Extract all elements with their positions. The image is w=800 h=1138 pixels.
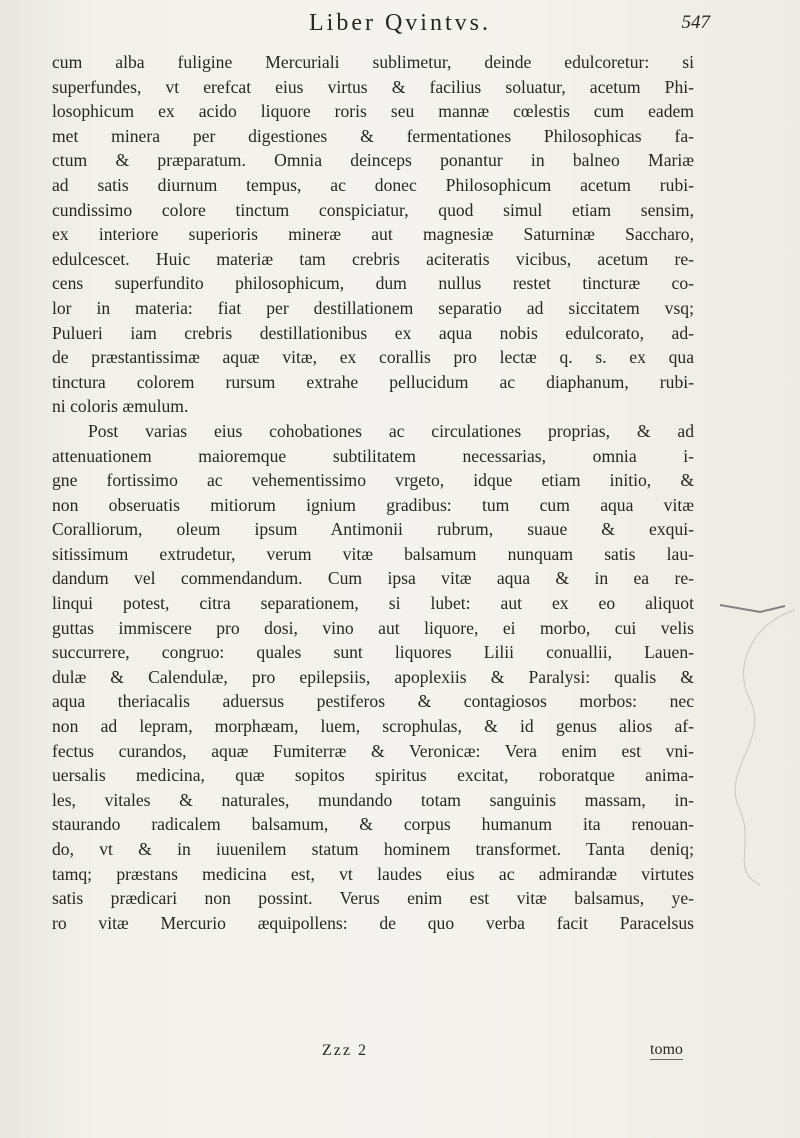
text-line: sitissimum extrudetur, verum vitæ balsamum nunquam satis lau- [52, 543, 694, 564]
text-line: attenuationem maioremque subtilitatem necessarias, omnia i- [52, 445, 694, 466]
text-line: ro vitæ Mercurio æquipollens: de quo verba facit Paracelsus [52, 912, 694, 933]
catchword: tomo [650, 1041, 683, 1058]
text-line: dulæ & Calendulæ, pro epilepsiis, apoplexiis & Paralysi: qualis & [52, 666, 694, 687]
footer-line [0, 1042, 800, 1068]
text-line: edulcescet. Huic materiæ tam crebris aciteratis vicibus, acetum re- [52, 248, 694, 269]
text-line: ctum & præparatum. Omnia deinceps ponantur in balneo Mariæ [52, 150, 694, 171]
text-line: superfundes, vt erefcat eius virtus & facilius soluatur, acetum Phi- [52, 76, 694, 97]
text-line: succurrere, congruo: quales sunt liquores Lilii conuallii, Lauen- [52, 642, 694, 663]
text-line: met minera per digestiones & fermentationes Philosophicas fa- [52, 125, 694, 146]
text-line: fectus curandos, aquæ Fumiterræ & Veronicæ: Vera enim est vni- [52, 740, 694, 761]
text-line: de præstantissimæ aquæ vitæ, ex corallis pro lectæ q. s. ex qua [52, 347, 694, 368]
text-line: uersalis medicina, quæ sopitos spiritus excitat, roboratque anima- [52, 765, 694, 786]
text-line: do, vt & in iuuenilem statum hominem transformet. Tanta deniq; [52, 839, 694, 859]
running-head-title: Liber Qvintvs. [309, 10, 491, 36]
page-number: 547 [681, 12, 710, 33]
signature-mark: Zzz 2 [322, 1042, 368, 1059]
text-line: tamq; præstans medicina est, vt laudes eius ac admirandæ virtutes [52, 863, 694, 884]
text-line: cum alba fuligine Mercuriali sublimetur, deinde edulcoretur: si [52, 52, 694, 72]
text-line: lor in materia: fiat per destillationem separatio ad siccitatem vsq; [52, 297, 694, 318]
text-line: dandum vel commendandum. Cum ipsa vitæ aqua & in ea re- [52, 568, 694, 589]
text-line: ad satis diurnum tempus, ac donec Philosophicum acetum rubi- [52, 174, 694, 195]
text-line: Pulueri iam crebris destillationibus ex aqua nobis edulcorato, ad- [52, 322, 694, 343]
text-line: staurando radicalem balsamum, & corpus humanum ita renouan- [52, 814, 694, 835]
text-line: ex interiore superioris mineræ aut magnesiæ Saturninæ Saccharo, [52, 224, 694, 245]
text-line: cens superfundito philosophicum, dum nullus restet tincturæ co- [52, 273, 694, 294]
text-line: non ad lepram, morphæam, luem, scrophulas, & id genus alios af- [52, 716, 694, 737]
text-line: satis prædicari non possint. Verus enim est vitæ balsamus, ye- [52, 888, 694, 909]
text-line: non obseruatis mitiorum ignium gradibus: tum cum aqua vitæ [52, 494, 694, 515]
body-text [52, 50, 694, 935]
text-line: cundissimo colore tinctum conspiciatur, quod simul etiam sensim, [52, 199, 694, 220]
text-line: guttas immiscere pro dosi, vino aut liquore, ei morbo, cui velis [52, 617, 694, 638]
text-line: aqua theriacalis aduersus pestiferos & contagiosos morbos: nec [52, 691, 694, 712]
text-line: tinctura colorem rursum extrahe pellucidum ac diaphanum, rubi- [52, 371, 694, 392]
text-line: ni coloris æmulum. [52, 396, 189, 417]
text-line: gne fortissimo ac vehementissimo vrgeto, idque etiam initio, & [52, 470, 694, 491]
text-line: Coralliorum, oleum ipsum Antimonii rubrum, suaue & exqui- [52, 519, 694, 540]
text-line: les, vitales & naturales, mundando totam sanguinis massam, in- [52, 789, 694, 810]
page-stain-mark [690, 600, 800, 890]
running-head [0, 10, 800, 46]
text-line: linqui potest, citra separationem, si lubet: aut ex eo aliquot [52, 593, 694, 614]
text-line: losophicum ex acido liquore roris seu mannæ cœlestis cum eadem [52, 101, 694, 122]
text-line: Post varias eius cohobationes ac circulationes proprias, & ad [88, 420, 694, 441]
